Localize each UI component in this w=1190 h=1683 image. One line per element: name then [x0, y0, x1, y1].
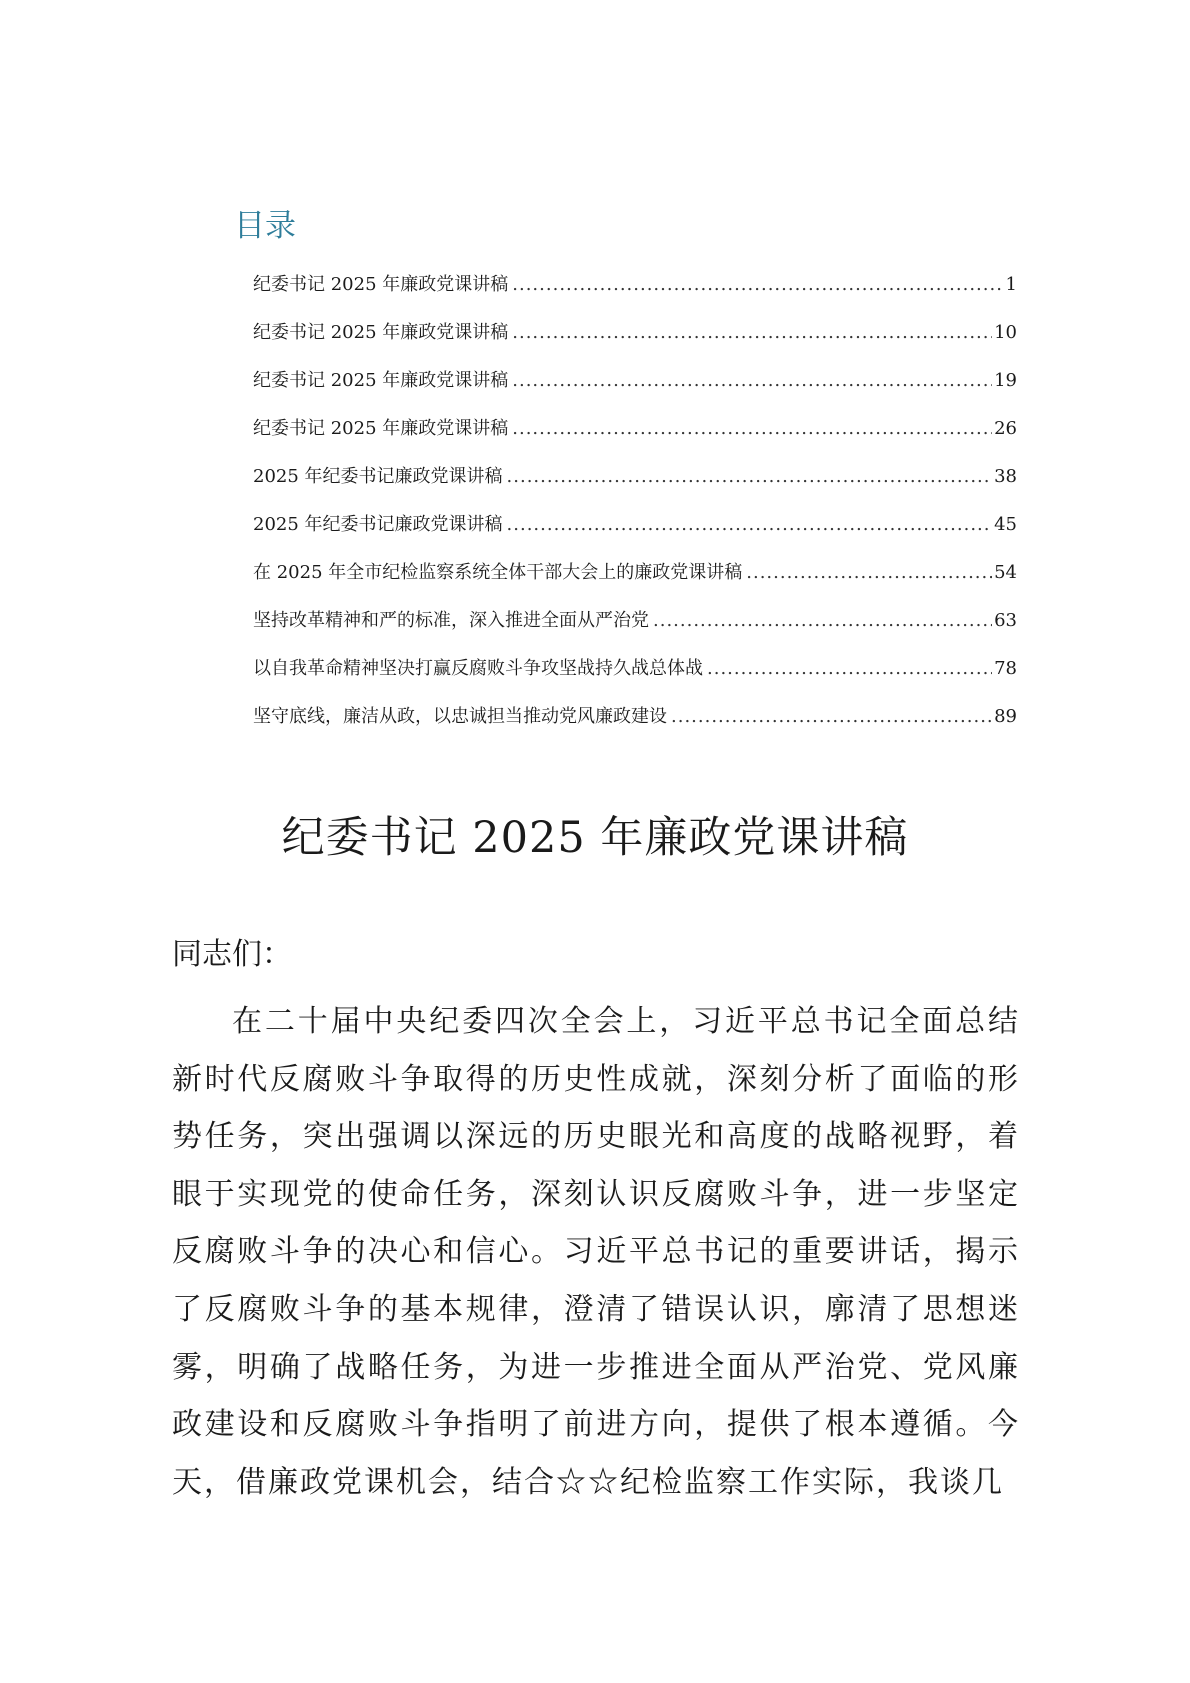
toc-leader-dots	[746, 560, 992, 586]
toc-entry[interactable]	[253, 656, 1017, 704]
toc-entry-title: 2025 年纪委书记廉政党课讲稿	[253, 514, 503, 535]
toc-leader-dots	[507, 464, 993, 490]
document-title: 纪委书记 2025 年廉政党课讲稿	[281, 813, 909, 863]
toc-entry-page: 45	[994, 514, 1017, 535]
toc-entry-title: 纪委书记 2025 年廉政党课讲稿	[253, 322, 509, 343]
toc-leader-dots	[671, 704, 992, 730]
toc-entry[interactable]	[253, 608, 1017, 656]
toc-entry-page: 1	[1005, 274, 1017, 295]
toc-entry-title: 2025 年纪委书记廉政党课讲稿	[253, 466, 503, 487]
toc-leader-dots	[512, 272, 1003, 298]
toc-entry[interactable]	[253, 464, 1017, 512]
toc-entry-title: 坚守底线，廉洁从政，以忠诚担当推动党风廉政建设	[253, 706, 667, 727]
body-paragraph: 在二十届中央纪委四次全会上，习近平总书记全面总结新时代反腐败斗争取得的历史性成就，深刻分析了面临的形势任务，突出强调以深远的历史眼光和高度的战略视野，着眼于实现党的使命任务，深刻认识反腐败斗争，进一步坚定反腐败斗争的决心和信心。习近平总书记的重要讲话，揭示了反腐败斗争的基本规律，澄清了错误认识，廓清了思想迷雾，明确了战略任务，为进一步推进全面从严治党、党风廉政建设和反腐败斗争指明了前进方向，提供了根本遵循。今天，借廉政党课机会，结合☆☆纪检监察工作实际，我谈几	[172, 1004, 1020, 1500]
toc-entry-title: 纪委书记 2025 年廉政党课讲稿	[253, 418, 509, 439]
toc-entry[interactable]	[253, 320, 1017, 368]
toc-entry[interactable]	[253, 272, 1017, 320]
toc-entry-page: 63	[994, 610, 1017, 631]
toc-entry-page: 54	[994, 562, 1017, 583]
toc-heading: 目录	[234, 208, 296, 244]
toc-entry-title: 在 2025 年全市纪检监察系统全体干部大会上的廉政党课讲稿	[253, 562, 743, 583]
toc-entry-page: 78	[994, 658, 1017, 679]
toc-leader-dots	[512, 368, 992, 394]
toc-entry-page: 89	[994, 706, 1017, 727]
toc-entry[interactable]	[253, 416, 1017, 464]
toc-entry[interactable]	[253, 560, 1017, 608]
toc-entry-page: 19	[994, 370, 1017, 391]
toc-entry-title: 以自我革命精神坚决打赢反腐败斗争攻坚战持久战总体战	[253, 658, 703, 679]
toc-entry-title: 坚持改革精神和严的标准，深入推进全面从严治党	[253, 610, 649, 631]
toc-entry-page: 10	[994, 322, 1017, 343]
toc-entry[interactable]	[253, 704, 1017, 752]
toc-entry-title: 纪委书记 2025 年廉政党课讲稿	[253, 370, 509, 391]
toc-list	[253, 272, 1017, 752]
toc-leader-dots	[653, 608, 992, 634]
toc-entry-page: 26	[994, 418, 1017, 439]
toc-leader-dots	[707, 656, 992, 682]
toc-leader-dots	[507, 512, 993, 538]
toc-entry-page: 38	[994, 466, 1017, 487]
salutation: 同志们：	[172, 937, 292, 972]
toc-entry-title: 纪委书记 2025 年廉政党课讲稿	[253, 274, 509, 295]
toc-entry[interactable]	[253, 512, 1017, 560]
toc-leader-dots	[512, 320, 992, 346]
toc-entry[interactable]	[253, 368, 1017, 416]
toc-leader-dots	[512, 416, 992, 442]
